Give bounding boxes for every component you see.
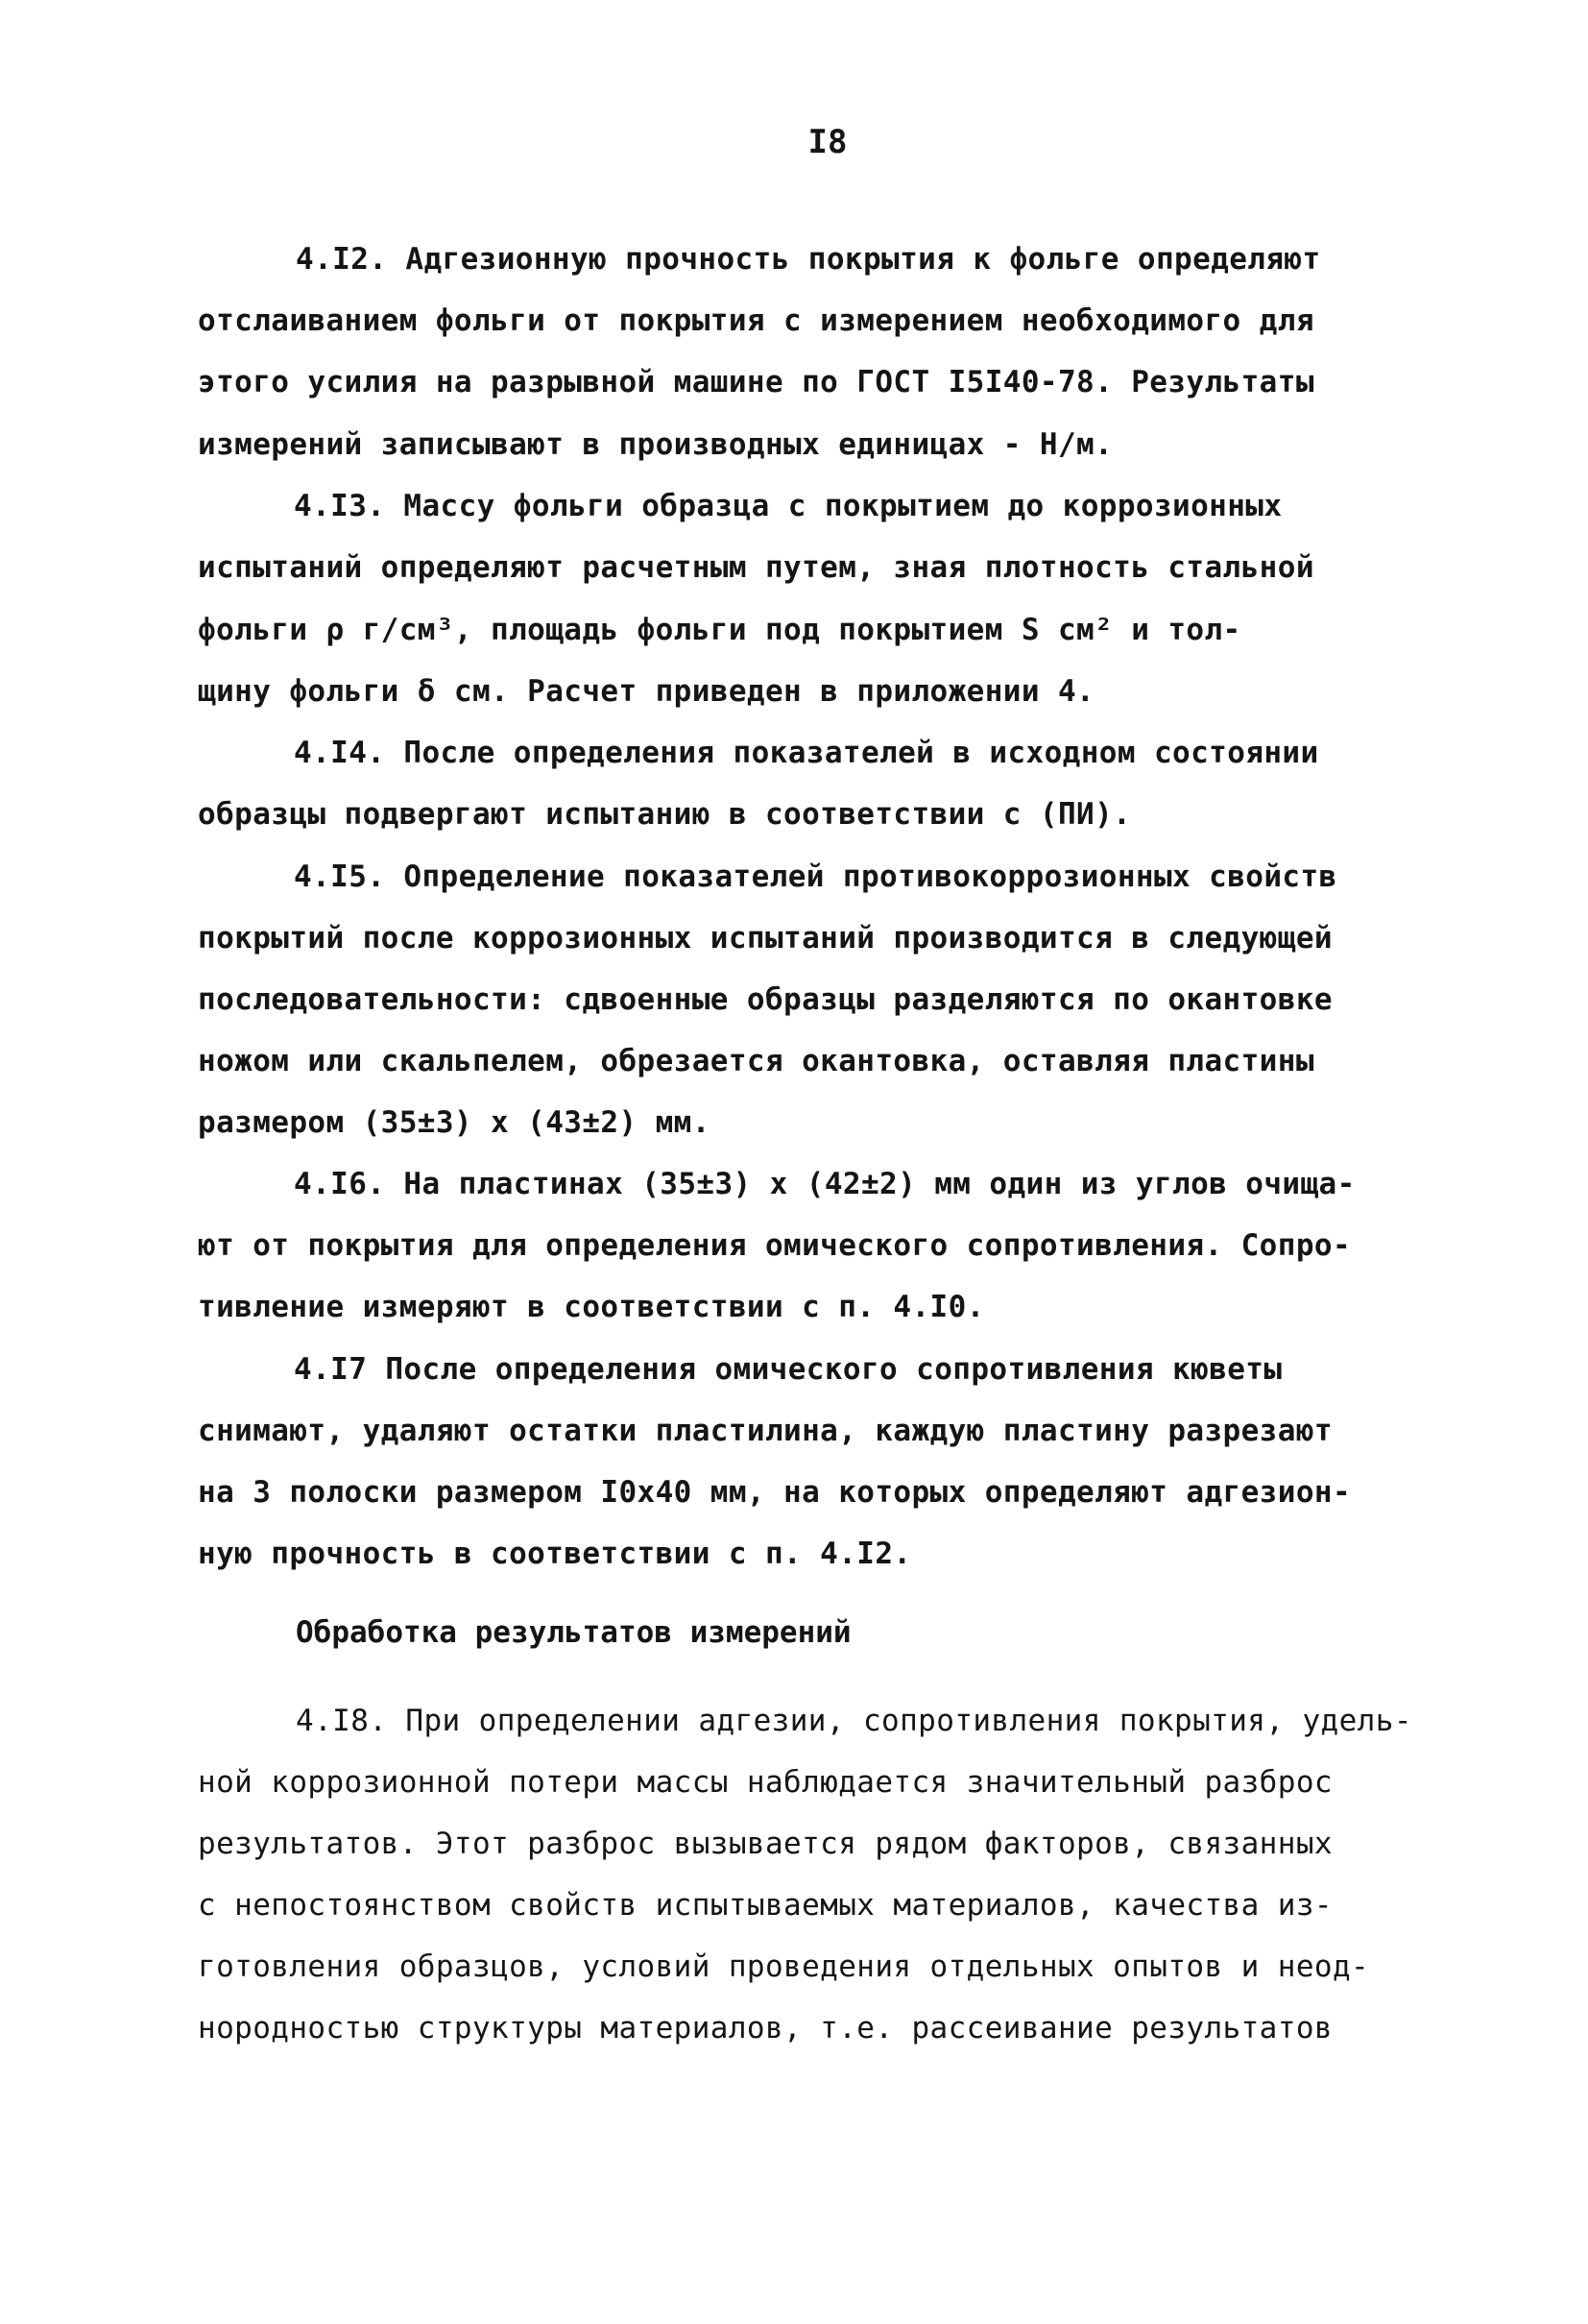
text-line: готовления образцов, условий проведения отдельных опытов и неод- bbox=[198, 1949, 1370, 1984]
text-line: ножом или скальпелем, обрезается окантовка, оставляя пластины bbox=[198, 1044, 1314, 1078]
section-heading: Обработка результатов измерений bbox=[296, 1615, 852, 1650]
text-line: 4.I5. Определение показателей противокоррозионных свойств bbox=[294, 859, 1337, 894]
text-line: снимают, удаляют остатки пластилина, каждую пластину разрезают bbox=[198, 1414, 1333, 1448]
text-line: фольги ρ г/см³, площадь фольги под покрытием S см² и тол- bbox=[198, 613, 1241, 647]
text-line: измерений записывают в производных единицах - Н/м. bbox=[198, 427, 1114, 462]
text-line: ют от покрытия для определения омического сопротивления. Сопро- bbox=[198, 1228, 1352, 1263]
text-line: 4.I8. При определении адгезии, сопротивления покрытия, удель- bbox=[296, 1704, 1412, 1738]
text-line: образцы подвергают испытанию в соответствии с (ПИ). bbox=[198, 797, 1132, 832]
text-line: 4.I2. Адгезионную прочность покрытия к фольге определяют bbox=[296, 242, 1321, 277]
text-line: ной коррозионной потери массы наблюдается значительный разброс bbox=[198, 1765, 1333, 1800]
text-line: испытаний определяют расчетным путем, зная плотность стальной bbox=[198, 550, 1314, 585]
page-number: I8 bbox=[807, 123, 848, 161]
text-line: этого усилия на разрывной машине по ГОСТ I5I40-78. Результаты bbox=[198, 365, 1314, 399]
text-line: 4.I6. На пластинах (35±3) х (42±2) мм один из углов очища- bbox=[294, 1167, 1356, 1201]
text-line: 4.I4. После определения показателей в исходном состоянии bbox=[294, 736, 1319, 770]
text-line: тивление измеряют в соответствии с п. 4.I0. bbox=[198, 1290, 985, 1324]
text-line: щину фольги δ см. Расчет приведен в приложении 4. bbox=[198, 674, 1095, 709]
text-line: нородностью структуры материалов, т.е. рассеивание результатов bbox=[198, 2011, 1333, 2046]
text-line: на 3 полоски размером I0x40 мм, на которых определяют адгезион- bbox=[198, 1475, 1352, 1510]
text-line: ную прочность в соответствии с п. 4.I2. bbox=[198, 1537, 912, 1571]
text-line: отслаиванием фольги от покрытия с измерением необходимого для bbox=[198, 303, 1314, 338]
text-line: размером (35±3) х (43±2) мм. bbox=[198, 1105, 710, 1140]
text-line: 4.I3. Массу фольги образца с покрытием до коррозионных bbox=[294, 489, 1283, 523]
text-line: покрытий после коррозионных испытаний производится в следующей bbox=[198, 921, 1333, 956]
text-line: 4.I7 После определения омического сопротивления кюветы bbox=[294, 1352, 1283, 1387]
text-line: с непостоянством свойств испытываемых материалов, качества из- bbox=[198, 1888, 1333, 1923]
text-line: результатов. Этот разброс вызывается рядом факторов, связанных bbox=[198, 1827, 1333, 1861]
text-line: последовательности: сдвоенные образцы разделяются по окантовке bbox=[198, 982, 1333, 1017]
